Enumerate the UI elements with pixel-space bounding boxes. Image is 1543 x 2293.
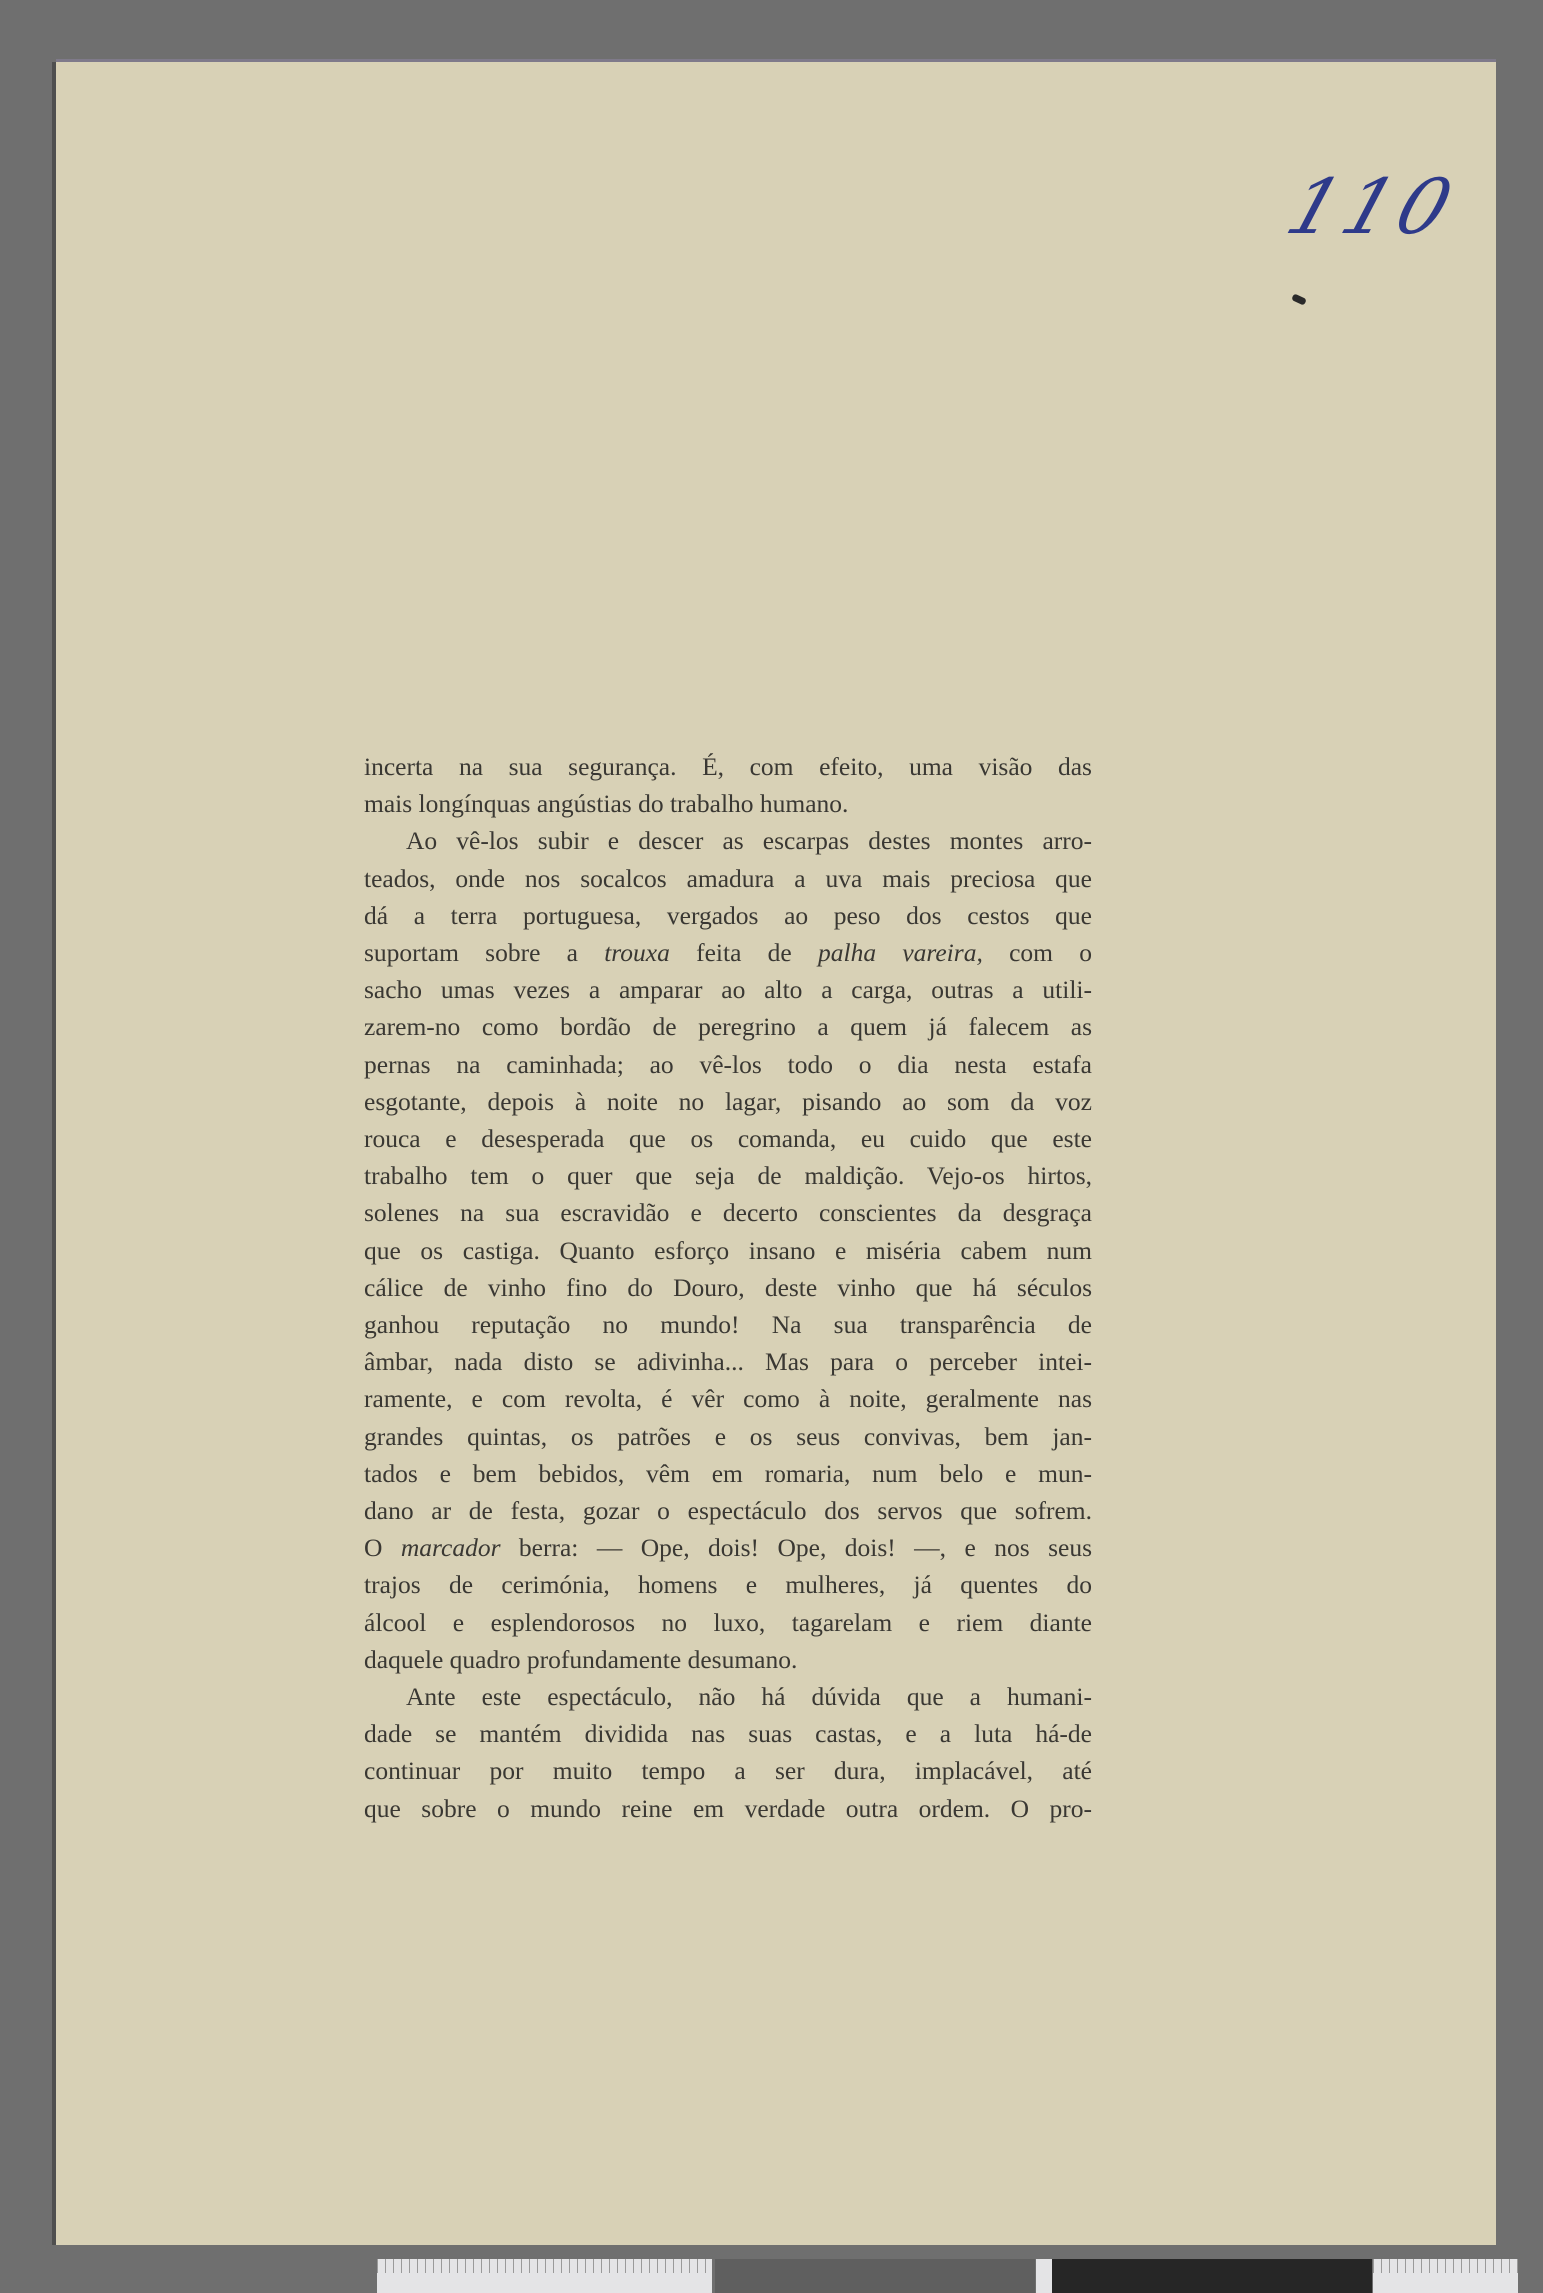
text-line: Ante este espectáculo, não há dúvida que a humani- xyxy=(406,1682,1092,1712)
italic-term: trouxa xyxy=(604,938,670,968)
handwritten-folio-number: 110 xyxy=(1276,162,1469,251)
text-line: ramente, e com revolta, é vêr como à noite, geralmente nas xyxy=(364,1384,1092,1414)
text-line: que os castiga. Quanto esforço insano e miséria cabem num xyxy=(364,1235,1092,1265)
text-line: trajos de cerimónia, homens e mulheres, já quentes do xyxy=(364,1570,1092,1600)
text-line: dano ar de festa, gozar o espectáculo dos servos que sofrem. xyxy=(364,1496,1092,1526)
text-line: incerta na sua segurança. É, com efeito, uma visão das xyxy=(364,752,1092,781)
text-line: suportam sobre a trouxa feita de palha vareira, com o xyxy=(364,938,1092,968)
gray-color-patch xyxy=(715,2259,1035,2293)
text-line: pernas na caminhada; ao vê-los todo o dia nesta estafa xyxy=(364,1049,1092,1079)
text-line: trabalho tem o quer que seja de maldição. Vejo-os hirtos, xyxy=(364,1161,1092,1191)
text-line: álcool e esplendorosos no luxo, tagarelam e riem diante xyxy=(364,1607,1092,1637)
text-line: rouca e desesperada que os comanda, eu cuido que este xyxy=(364,1124,1092,1154)
text-line: grandes quintas, os patrões e os seus convivas, bem jan- xyxy=(364,1421,1092,1451)
black-color-patch xyxy=(1052,2259,1372,2293)
text-line: sacho umas vezes a amparar ao alto a carga, outras a utili- xyxy=(364,975,1092,1005)
text-line: cálice de vinho fino do Douro, deste vinho que há séculos xyxy=(364,1272,1092,1302)
text-line: dade se mantém dividida nas suas castas, e a luta há-de xyxy=(364,1719,1092,1749)
text-line: que sobre o mundo reine em verdade outra ordem. O pro- xyxy=(364,1793,1092,1823)
text-line: ganhou reputação no mundo! Na sua transparência de xyxy=(364,1310,1092,1340)
text-line: O marcador berra: — Ope, dois! Ope, dois! —, e nos seus xyxy=(364,1533,1093,1563)
text-line: esgotante, depois à noite no lagar, pisando ao som da voz xyxy=(364,1086,1092,1116)
text-line: âmbar, nada disto se adivinha... Mas para o perceber intei- xyxy=(364,1347,1092,1377)
text-line: mais longínquas angústias do trabalho humano. xyxy=(364,789,849,819)
text-line: dá a terra portuguesa, vergados ao peso dos cestos que xyxy=(364,900,1092,930)
scale-ruler-left xyxy=(377,2259,712,2293)
ink-mark xyxy=(1291,293,1307,305)
italic-term: marcador xyxy=(400,1533,501,1563)
text-line: Ao vê-los subir e descer as escarpas destes montes arro- xyxy=(406,826,1092,856)
text-line: continuar por muito tempo a ser dura, implacável, até xyxy=(364,1756,1092,1786)
scale-ruler-right xyxy=(1373,2259,1518,2293)
text-line: zarem-no como bordão de peregrino a quem já falecem as xyxy=(364,1012,1092,1042)
scale-ruler-gap xyxy=(1036,2259,1052,2293)
text-line: tados e bem bebidos, vêm em romaria, num belo e mun- xyxy=(364,1458,1092,1488)
body-text xyxy=(364,748,1092,1827)
text-line: daquele quadro profundamente desumano. xyxy=(364,1644,798,1674)
italic-term: palha vareira, xyxy=(817,938,983,968)
text-line: solenes na sua escravidão e decerto conscientes da desgraça xyxy=(364,1198,1092,1228)
text-line: teados, onde nos socalcos amadura a uva mais preciosa que xyxy=(364,863,1092,893)
